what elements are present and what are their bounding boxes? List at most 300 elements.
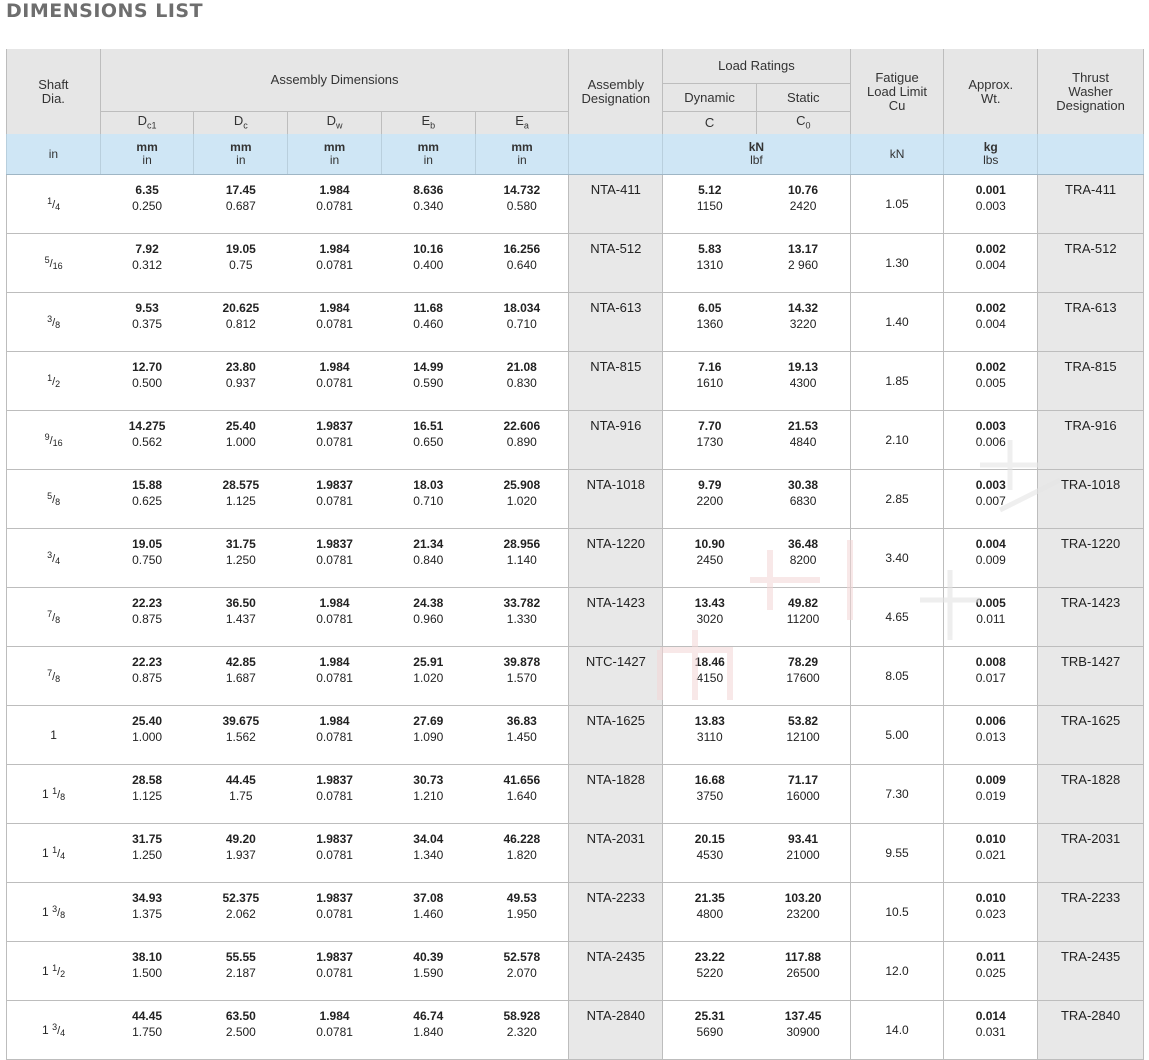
- value-metric: 0.005: [975, 596, 1006, 610]
- cell-thrust: [1038, 234, 1144, 293]
- cell-dw: [288, 883, 382, 942]
- unit-mm: mm: [417, 140, 439, 154]
- value-metric: 46.228: [503, 832, 541, 846]
- cell-weight: [944, 588, 1038, 647]
- fraction-slash: /: [57, 789, 61, 801]
- table-row: [7, 470, 1144, 529]
- shaft-numerator: 1: [52, 786, 58, 796]
- shaft-numerator: 1: [47, 196, 53, 206]
- value-metric: 71.17: [788, 773, 819, 787]
- value-imperial: 0.023: [975, 907, 1006, 921]
- shaft-fraction: [45, 433, 63, 447]
- value-imperial: 0.0781: [316, 907, 353, 921]
- cell-weight: [944, 175, 1038, 234]
- value-metric: 44.45: [225, 773, 256, 787]
- cell-eb: [381, 647, 475, 706]
- cell-assembly: [569, 1001, 663, 1060]
- cell-static: [756, 765, 850, 824]
- value-imperial: 0.312: [132, 258, 163, 272]
- fatigue-value: 1.85: [885, 374, 909, 388]
- assembly-designation: NTA-1220: [586, 536, 645, 551]
- cell-fatigue: [850, 293, 944, 352]
- cell-assembly: [569, 765, 663, 824]
- cell-static: [756, 293, 850, 352]
- shaft-numerator: 3: [52, 904, 58, 914]
- value-imperial: 1.125: [132, 789, 163, 803]
- cell-weight: [944, 942, 1038, 1001]
- value-imperial: 0.830: [506, 376, 537, 390]
- value-imperial: 1.937: [225, 848, 256, 862]
- value-imperial: 1.090: [413, 730, 444, 744]
- table-row: [7, 883, 1144, 942]
- value-imperial: 0.580: [506, 199, 537, 213]
- value-metric: 6.35: [135, 183, 159, 197]
- value-imperial: 0.875: [132, 671, 163, 685]
- dimensions-table: [6, 49, 1144, 1060]
- cell-dc: [194, 293, 288, 352]
- cell-eb: [381, 824, 475, 883]
- value-imperial: 2 960: [788, 258, 819, 272]
- value-imperial: 0.0781: [316, 494, 353, 508]
- value-imperial: 3110: [696, 730, 723, 744]
- header-dc1: $D_{c1}$: [100, 112, 194, 135]
- value-metric: 7.92: [135, 242, 159, 256]
- value-metric: 52.578: [503, 950, 541, 964]
- value-imperial: 0.031: [975, 1025, 1006, 1039]
- cell-eb: [381, 529, 475, 588]
- value-metric: 19.05: [132, 537, 163, 551]
- value-imperial: 0.650: [413, 435, 444, 449]
- fraction-slash: /: [52, 671, 56, 683]
- unit-ea: [475, 134, 569, 175]
- unit-in: in: [329, 153, 340, 167]
- value-metric: 16.51: [413, 419, 444, 433]
- header-c: C: [663, 112, 757, 135]
- value-imperial: 0.0781: [316, 553, 353, 567]
- shaft-denominator: 2: [60, 969, 66, 979]
- unit-fatigue: kN: [850, 134, 944, 175]
- value-metric: 0.009: [975, 773, 1006, 787]
- cell-eb: [381, 588, 475, 647]
- value-metric: 1.9837: [316, 419, 353, 433]
- cell-eb: [381, 883, 475, 942]
- cell-dc: [194, 470, 288, 529]
- value-metric: 6.05: [698, 301, 722, 315]
- value-metric: 117.88: [785, 950, 822, 964]
- cell-dw: [288, 175, 382, 234]
- cell-assembly: [569, 470, 663, 529]
- cell-static: [756, 1001, 850, 1060]
- cell-dw: [288, 647, 382, 706]
- value-imperial: 0.0781: [316, 435, 353, 449]
- cell-assembly: [569, 175, 663, 234]
- value-imperial: 2200: [696, 494, 724, 508]
- table-row: [7, 1001, 1144, 1060]
- table-row: [7, 942, 1144, 1001]
- cell-static: [756, 588, 850, 647]
- cell-eb: [381, 175, 475, 234]
- shaft-denominator: 2: [55, 379, 61, 389]
- cell-dynamic: [663, 175, 757, 234]
- cell-shaft: [7, 234, 101, 293]
- table-row: [7, 352, 1144, 411]
- header-thrust: [1038, 49, 1144, 134]
- shaft-fraction: [42, 846, 65, 860]
- value-imperial: 0.0781: [316, 612, 353, 626]
- cell-dc1: [100, 411, 194, 470]
- shaft-fraction: [42, 905, 65, 919]
- value-metric: 11.68: [413, 301, 443, 315]
- unit-in: in: [517, 153, 527, 167]
- unit-load-ratings: [663, 134, 850, 175]
- shaft-numerator: 7: [47, 609, 53, 619]
- shaft-denominator: 8: [55, 497, 61, 507]
- shaft-denominator: 8: [60, 792, 66, 802]
- cell-assembly: [569, 588, 663, 647]
- value-imperial: 0.019: [975, 789, 1006, 803]
- value-metric: 36.50: [225, 596, 256, 610]
- cell-shaft: [7, 293, 101, 352]
- table-row: [7, 529, 1144, 588]
- value-imperial: 3220: [789, 317, 817, 331]
- value-metric: 1.9837: [316, 478, 353, 492]
- assembly-designation: NTA-2840: [586, 1008, 645, 1023]
- value-imperial: 2420: [789, 199, 817, 213]
- value-metric: 36.48: [788, 537, 819, 551]
- cell-shaft: [7, 824, 101, 883]
- shaft-numerator: 3: [52, 1022, 58, 1032]
- value-metric: 25.40: [225, 419, 256, 433]
- cell-ea: [475, 352, 569, 411]
- table-row: [7, 293, 1144, 352]
- shaft-whole: 1: [50, 728, 57, 742]
- thrust-designation: TRA-1423: [1060, 595, 1121, 610]
- cell-dc1: [100, 706, 194, 765]
- value-imperial: 0.890: [506, 435, 537, 449]
- cell-ea: [475, 765, 569, 824]
- value-metric: 38.10: [132, 950, 163, 964]
- cell-ea: [475, 588, 569, 647]
- cell-shaft: [7, 529, 101, 588]
- value-imperial: 0.005: [975, 376, 1006, 390]
- value-imperial: 1.450: [506, 730, 537, 744]
- fraction-slash: /: [57, 1025, 61, 1037]
- assembly-designation: NTA-916: [590, 418, 642, 433]
- page-title: DIMENSIONS LIST: [6, 0, 204, 22]
- value-imperial: 6830: [789, 494, 817, 508]
- assembly-designation: NTA-1423: [586, 595, 645, 610]
- cell-dc1: [100, 824, 194, 883]
- value-imperial: 0.0781: [316, 730, 353, 744]
- value-imperial: 0.009: [975, 553, 1006, 567]
- value-metric: 0.014: [975, 1009, 1006, 1023]
- cell-static: [756, 706, 850, 765]
- value-metric: 0.006: [975, 714, 1006, 728]
- value-imperial: 0.500: [132, 376, 163, 390]
- unit-assembly: [569, 134, 663, 175]
- cell-thrust: [1038, 175, 1144, 234]
- value-imperial: 1.640: [506, 789, 537, 803]
- value-metric: 1.984: [319, 714, 350, 728]
- cell-dc1: [100, 765, 194, 824]
- cell-assembly: [569, 529, 663, 588]
- value-imperial: 0.006: [975, 435, 1006, 449]
- value-imperial: 1.750: [132, 1025, 163, 1039]
- shaft-fraction: [47, 551, 60, 565]
- value-imperial: 0.007: [975, 494, 1006, 508]
- value-metric: 1.984: [319, 360, 350, 374]
- shaft-fraction: [45, 256, 63, 270]
- cell-dynamic: [663, 293, 757, 352]
- value-imperial: 4150: [696, 671, 724, 685]
- cell-ea: [475, 234, 569, 293]
- shaft-whole: 1: [42, 964, 49, 978]
- fatigue-value: 9.55: [885, 846, 909, 860]
- value-metric: 13.17: [788, 242, 819, 256]
- value-imperial: 16000: [786, 789, 820, 803]
- cell-ea: [475, 529, 569, 588]
- cell-fatigue: [850, 765, 944, 824]
- cell-fatigue: [850, 175, 944, 234]
- value-imperial: 0.937: [225, 376, 256, 390]
- value-metric: 0.011: [976, 950, 1006, 964]
- value-imperial: 1.000: [132, 730, 163, 744]
- value-metric: 17.45: [225, 183, 256, 197]
- assembly-designation: NTA-1828: [586, 772, 645, 787]
- value-metric: 19.05: [225, 242, 256, 256]
- value-metric: 30.38: [788, 478, 819, 492]
- cell-dc: [194, 175, 288, 234]
- cell-fatigue: [850, 942, 944, 1001]
- cell-thrust: [1038, 588, 1144, 647]
- unit-dc1: [100, 134, 194, 175]
- value-metric: 19.13: [788, 360, 819, 374]
- cell-fatigue: [850, 824, 944, 883]
- cell-dw: [288, 234, 382, 293]
- cell-dc: [194, 706, 288, 765]
- table-row: [7, 234, 1144, 293]
- cell-eb: [381, 1001, 475, 1060]
- value-imperial: 26500: [786, 966, 820, 980]
- cell-thrust: [1038, 883, 1144, 942]
- cell-static: [756, 411, 850, 470]
- shaft-whole: 1: [42, 846, 49, 860]
- cell-weight: [944, 706, 1038, 765]
- value-metric: 0.002: [975, 242, 1006, 256]
- value-imperial: 1730: [696, 435, 724, 449]
- assembly-designation: NTA-2233: [586, 890, 645, 905]
- header-assembly-dimensions-label: Assembly Dimensions: [270, 72, 399, 87]
- cell-fatigue: [850, 470, 944, 529]
- value-metric: 103.20: [784, 891, 822, 905]
- cell-ea: [475, 470, 569, 529]
- value-metric: 12.70: [132, 360, 163, 374]
- value-imperial: 0.0781: [316, 1025, 353, 1039]
- value-imperial: 0.0781: [316, 199, 353, 213]
- fraction-slash: /: [49, 258, 53, 270]
- value-imperial: 2.187: [225, 966, 256, 980]
- fatigue-value: 14.0: [885, 1023, 909, 1037]
- cell-dc: [194, 765, 288, 824]
- shaft-numerator: 3: [47, 314, 53, 324]
- fraction-slash: /: [52, 199, 56, 211]
- cell-weight: [944, 883, 1038, 942]
- cell-dc1: [100, 942, 194, 1001]
- value-imperial: 0.0781: [316, 966, 353, 980]
- cell-weight: [944, 411, 1038, 470]
- value-metric: 20.15: [694, 832, 725, 846]
- value-metric: 1.984: [319, 301, 350, 315]
- value-metric: 18.46: [694, 655, 725, 669]
- shaft-whole: 1: [42, 787, 49, 801]
- value-metric: 1.9837: [316, 950, 353, 964]
- value-metric: 5.12: [698, 183, 722, 197]
- shaft-denominator: 4: [60, 1028, 66, 1038]
- value-metric: 31.75: [132, 832, 163, 846]
- cell-shaft: [7, 411, 101, 470]
- value-metric: 1.984: [319, 242, 350, 256]
- table-row: [7, 411, 1144, 470]
- header-dw: $D_w$: [288, 112, 382, 135]
- thrust-designation: TRA-2840: [1060, 1008, 1121, 1023]
- value-metric: 0.001: [975, 183, 1006, 197]
- fraction-slash: /: [52, 553, 56, 565]
- value-metric: 0.003: [975, 419, 1006, 433]
- header-dynamic: Dynamic: [663, 84, 757, 112]
- cell-ea: [475, 1001, 569, 1060]
- value-metric: 37.08: [413, 891, 444, 905]
- header-weight: [944, 49, 1038, 134]
- thrust-designation: TRA-916: [1064, 418, 1117, 433]
- value-imperial: 30900: [786, 1025, 820, 1039]
- shaft-denominator: 4: [60, 851, 66, 861]
- value-metric: 1.984: [319, 183, 350, 197]
- unit-eb: [381, 134, 475, 175]
- cell-ea: [475, 824, 569, 883]
- value-imperial: 0.400: [413, 258, 444, 272]
- value-metric: 25.91: [413, 655, 444, 669]
- value-metric: 1.984: [319, 1009, 350, 1023]
- cell-dynamic: [663, 234, 757, 293]
- value-imperial: 0.960: [413, 612, 444, 626]
- value-imperial: 2.070: [506, 966, 537, 980]
- header-load-ratings-label: Load Ratings: [718, 58, 795, 73]
- header-shaft-label: Shaft Dia.: [38, 76, 69, 106]
- cell-shaft: [7, 765, 101, 824]
- cell-weight: [944, 1001, 1038, 1060]
- header-load-ratings: [663, 49, 850, 84]
- cell-thrust: [1038, 647, 1144, 706]
- cell-fatigue: [850, 529, 944, 588]
- cell-assembly: [569, 352, 663, 411]
- value-imperial: 0.460: [413, 317, 444, 331]
- value-metric: 1.984: [319, 596, 350, 610]
- cell-assembly: [569, 647, 663, 706]
- cell-weight: [944, 234, 1038, 293]
- value-metric: 49.20: [225, 832, 256, 846]
- fatigue-value: 1.05: [885, 197, 909, 211]
- thrust-designation: TRA-1018: [1060, 477, 1121, 492]
- value-imperial: 1.500: [132, 966, 163, 980]
- value-imperial: 23200: [786, 907, 820, 921]
- unit-kg: kg: [983, 140, 998, 154]
- unit-thrust: [1038, 134, 1144, 175]
- value-imperial: 1.250: [132, 848, 163, 862]
- fatigue-value: 1.40: [885, 315, 909, 329]
- value-imperial: 2.062: [225, 907, 256, 921]
- value-imperial: 21000: [786, 848, 820, 862]
- value-metric: 28.956: [503, 537, 541, 551]
- cell-ea: [475, 647, 569, 706]
- value-imperial: 0.003: [975, 199, 1006, 213]
- value-metric: 52.375: [222, 891, 260, 905]
- cell-ea: [475, 706, 569, 765]
- cell-assembly: [569, 824, 663, 883]
- cell-static: [756, 234, 850, 293]
- value-imperial: 1150: [696, 199, 723, 213]
- unit-shaft: in: [7, 134, 101, 175]
- value-metric: 49.82: [788, 596, 819, 610]
- cell-dynamic: [663, 411, 757, 470]
- value-metric: 14.275: [128, 419, 166, 433]
- value-metric: 33.782: [503, 596, 541, 610]
- cell-dc1: [100, 647, 194, 706]
- fraction-slash: /: [57, 907, 61, 919]
- cell-dc1: [100, 1001, 194, 1060]
- value-metric: 18.03: [413, 478, 444, 492]
- value-metric: 16.256: [503, 242, 541, 256]
- cell-assembly: [569, 411, 663, 470]
- fatigue-value: 5.00: [885, 728, 909, 742]
- value-imperial: 0.0781: [316, 317, 353, 331]
- cell-dw: [288, 824, 382, 883]
- value-metric: 30.73: [413, 773, 444, 787]
- cell-dynamic: [663, 588, 757, 647]
- value-metric: 0.004: [975, 537, 1006, 551]
- cell-fatigue: [850, 706, 944, 765]
- shaft-denominator: 16: [52, 438, 63, 448]
- cell-eb: [381, 411, 475, 470]
- cell-thrust: [1038, 470, 1144, 529]
- cell-dc1: [100, 293, 194, 352]
- value-imperial: 11200: [786, 612, 820, 626]
- units-row: [7, 134, 1144, 175]
- value-imperial: 1.687: [225, 671, 256, 685]
- assembly-designation: NTA-815: [590, 359, 642, 374]
- unit-lbf: lbf: [750, 153, 763, 167]
- cell-dc1: [100, 470, 194, 529]
- cell-shaft: [7, 588, 101, 647]
- table-row: [7, 824, 1144, 883]
- shaft-fraction: [42, 787, 65, 801]
- value-metric: 0.002: [975, 301, 1006, 315]
- value-imperial: 4800: [696, 907, 724, 921]
- shaft-fraction: [47, 374, 60, 388]
- fatigue-value: 4.65: [885, 610, 909, 624]
- value-imperial: 0.0781: [316, 848, 353, 862]
- cell-static: [756, 647, 850, 706]
- fatigue-value: 7.30: [885, 787, 909, 801]
- cell-shaft: [7, 175, 101, 234]
- cell-dynamic: [663, 824, 757, 883]
- fatigue-value: 2.10: [885, 433, 909, 447]
- shaft-numerator: 3: [47, 550, 53, 560]
- shaft-numerator: 5: [47, 491, 53, 501]
- value-metric: 22.23: [132, 596, 163, 610]
- shaft-numerator: 5: [44, 255, 50, 265]
- value-metric: 0.008: [975, 655, 1006, 669]
- cell-dc: [194, 647, 288, 706]
